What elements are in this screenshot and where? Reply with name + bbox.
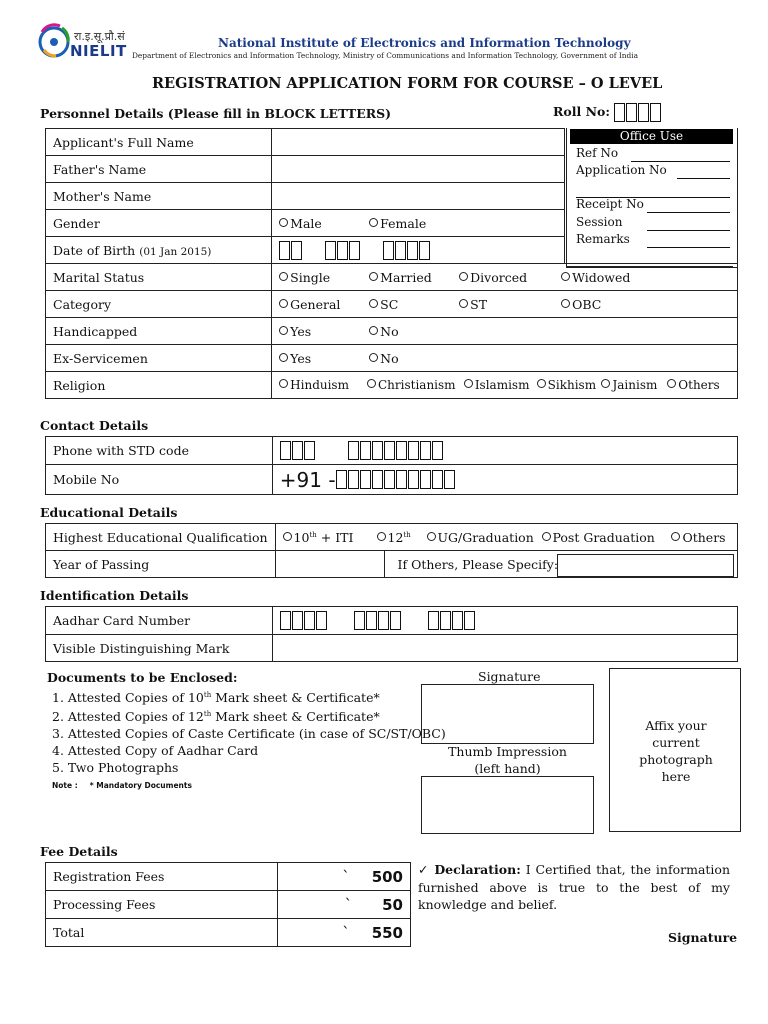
marital-widowed-radio[interactable]: Widowed: [561, 270, 630, 285]
year-input[interactable]: [276, 551, 385, 577]
table-row: [46, 345, 738, 372]
father-name-input[interactable]: [272, 156, 565, 183]
marital-label: Marital Status: [46, 264, 272, 291]
fee-amount: ` 550: [278, 919, 411, 947]
year-row: [275, 551, 737, 578]
religion-islamism-radio[interactable]: Islamism: [464, 378, 533, 392]
declaration: [418, 861, 730, 914]
table-row: [46, 919, 411, 947]
religion-label: Religion: [46, 372, 272, 399]
qual-pg-radio[interactable]: Post Graduation: [542, 530, 668, 545]
application-no-label: Application No: [576, 163, 667, 177]
father-name-label: Father's Name: [46, 156, 272, 183]
table-row: [46, 465, 738, 495]
gender-male-radio[interactable]: Male: [279, 216, 365, 231]
list-item: 3. Attested Copies of Caste Certificate (in case of SC/ST/OBC): [52, 726, 446, 742]
fees-heading: Fee Details: [40, 844, 118, 859]
religion-jainism-radio[interactable]: Jainism: [601, 378, 663, 392]
remarks-label: Remarks: [576, 232, 630, 246]
institute-name: National Institute of Electronics and Information Technology: [218, 36, 631, 50]
table-row: [46, 437, 738, 465]
phone-label: Phone with STD code: [46, 437, 273, 465]
identification-table: [45, 606, 738, 662]
office-use-box: [566, 128, 738, 268]
list-item: 5. Two Photographs: [52, 760, 179, 776]
thumb-label: Thumb Impression (left hand): [448, 744, 567, 776]
mother-name-label: Mother's Name: [46, 183, 272, 210]
personal-heading: Personnel Details (Please fill in BLOCK LETTERS): [40, 106, 392, 121]
remarks-field[interactable]: [647, 247, 730, 248]
roll-input[interactable]: [614, 103, 662, 122]
aadhar-label: Aadhar Card Number: [46, 607, 273, 635]
aadhar-input[interactable]: [272, 607, 737, 635]
fee-amount: ` 500: [278, 863, 411, 891]
receipt-no-label: Receipt No: [576, 197, 644, 211]
exservice-label: Ex-Servicemen: [46, 345, 272, 372]
photo-text: Affix your current photograph here: [639, 718, 713, 784]
checkmark-icon: ✓: [418, 862, 430, 877]
form-title: REGISTRATION APPLICATION FORM FOR COURSE – O LEVEL: [152, 75, 663, 92]
table-row: [46, 891, 411, 919]
documents-list: [52, 687, 446, 776]
signature-box[interactable]: [421, 684, 594, 744]
roll-no: [553, 103, 662, 122]
thumb-box[interactable]: [421, 776, 594, 834]
category-label: Category: [46, 291, 272, 318]
table-row: [46, 607, 738, 635]
documents-note: Note : * Mandatory Documents: [52, 781, 192, 790]
table-row: [46, 635, 738, 662]
religion-options: [272, 372, 738, 399]
contact-table: [45, 436, 738, 495]
table-row: [46, 372, 738, 399]
marital-single-radio[interactable]: Single: [279, 270, 365, 285]
religion-christianism-radio[interactable]: Christianism: [367, 378, 460, 392]
category-obc-radio[interactable]: OBC: [561, 297, 601, 312]
ref-no-field[interactable]: [631, 161, 730, 162]
year-label: Year of Passing: [46, 551, 276, 578]
marital-divorced-radio[interactable]: Divorced: [459, 270, 557, 285]
gender-options: [272, 210, 565, 237]
handicapped-yes-radio[interactable]: Yes: [279, 324, 365, 339]
fee-label: Total: [46, 919, 278, 947]
receipt-no-field[interactable]: [647, 212, 730, 213]
qualification-options: [275, 524, 737, 551]
roll-label: Roll No:: [553, 104, 610, 119]
fee-label: Processing Fees: [46, 891, 278, 919]
table-row: [46, 863, 411, 891]
office-bottom-line: [567, 266, 733, 267]
exservice-no-radio[interactable]: No: [369, 351, 398, 366]
fee-amount: ` 50: [278, 891, 411, 919]
table-row: [46, 291, 738, 318]
category-options: [272, 291, 738, 318]
list-item: 4. Attested Copy of Aadhar Card: [52, 743, 259, 759]
signature-label: Signature: [478, 669, 541, 684]
full-name-input[interactable]: [272, 129, 565, 156]
mother-name-input[interactable]: [272, 183, 565, 210]
specify-input[interactable]: [557, 554, 734, 577]
category-st-radio[interactable]: ST: [459, 297, 557, 312]
qual-12th-radio[interactable]: 12th: [377, 530, 423, 545]
qual-ug-radio[interactable]: UG/Graduation: [427, 530, 538, 545]
logo-hindi: रा.इ.सू.प्रौ.सं: [74, 30, 125, 43]
contact-heading: Contact Details: [40, 418, 149, 433]
marital-married-radio[interactable]: Married: [369, 270, 455, 285]
declaration-label: Declaration:: [434, 862, 521, 877]
fees-table: [45, 862, 411, 947]
education-heading: Educational Details: [40, 505, 178, 520]
nielit-logo: [36, 20, 136, 62]
session-label: Session: [576, 215, 623, 229]
table-row: [46, 551, 738, 578]
table-row: [46, 318, 738, 345]
mobile-input[interactable]: [272, 465, 737, 495]
qualification-label: Highest Educational Qualification: [46, 524, 276, 551]
fee-label: Registration Fees: [46, 863, 278, 891]
table-row: [46, 524, 738, 551]
declaration-text: I Certified that, the information furnished above is true to the best of my knowledge and belief.: [418, 862, 730, 912]
exservice-options: [272, 345, 738, 372]
full-name-label: Applicant's Full Name: [46, 129, 272, 156]
category-general-radio[interactable]: General: [279, 297, 365, 312]
mobile-prefix: +91 -: [279, 467, 336, 492]
education-table: [45, 523, 738, 578]
declaration-signature: Signature: [668, 930, 738, 945]
dob-label: Date of Birth (01 Jan 2015): [46, 237, 272, 264]
identification-heading: Identification Details: [40, 588, 189, 603]
office-use-title: Office Use: [570, 129, 733, 144]
session-field[interactable]: [647, 230, 730, 231]
specify-label: If Others, Please Specify:: [397, 557, 559, 572]
category-sc-radio[interactable]: SC: [369, 297, 455, 312]
mobile-label: Mobile No: [46, 465, 273, 495]
qual-10th-radio[interactable]: 10th + ITI: [283, 530, 373, 545]
logo-text: NIELIT: [70, 42, 127, 60]
handicapped-options: [272, 318, 738, 345]
documents-heading: Documents to be Enclosed:: [47, 670, 238, 685]
phone-input[interactable]: [272, 437, 737, 465]
list-item: 1. Attested Copies of 10th Mark sheet & Certificate*: [52, 690, 380, 706]
handicapped-label: Handicapped: [46, 318, 272, 345]
photo-box[interactable]: [609, 668, 741, 832]
application-no-field[interactable]: [677, 178, 730, 179]
mark-label: Visible Distinguishing Mark: [46, 635, 273, 662]
list-item: 2. Attested Copies of 12th Mark sheet & Certificate*: [52, 709, 380, 725]
qual-others-radio[interactable]: Others: [671, 530, 725, 545]
mark-input[interactable]: [272, 635, 737, 662]
institute-subtitle: Department of Electronics and Information Technology, Ministry of Communications and Information Technology, Government of India: [132, 51, 639, 60]
religion-hinduism-radio[interactable]: Hinduism: [279, 378, 363, 392]
religion-others-radio[interactable]: Others: [667, 378, 719, 392]
religion-sikhism-radio[interactable]: Sikhism: [537, 378, 598, 392]
dob-input[interactable]: [272, 237, 565, 264]
gender-female-radio[interactable]: Female: [369, 216, 426, 231]
exservice-yes-radio[interactable]: Yes: [279, 351, 365, 366]
ref-no-label: Ref No: [576, 146, 619, 160]
handicapped-no-radio[interactable]: No: [369, 324, 398, 339]
gender-label: Gender: [46, 210, 272, 237]
